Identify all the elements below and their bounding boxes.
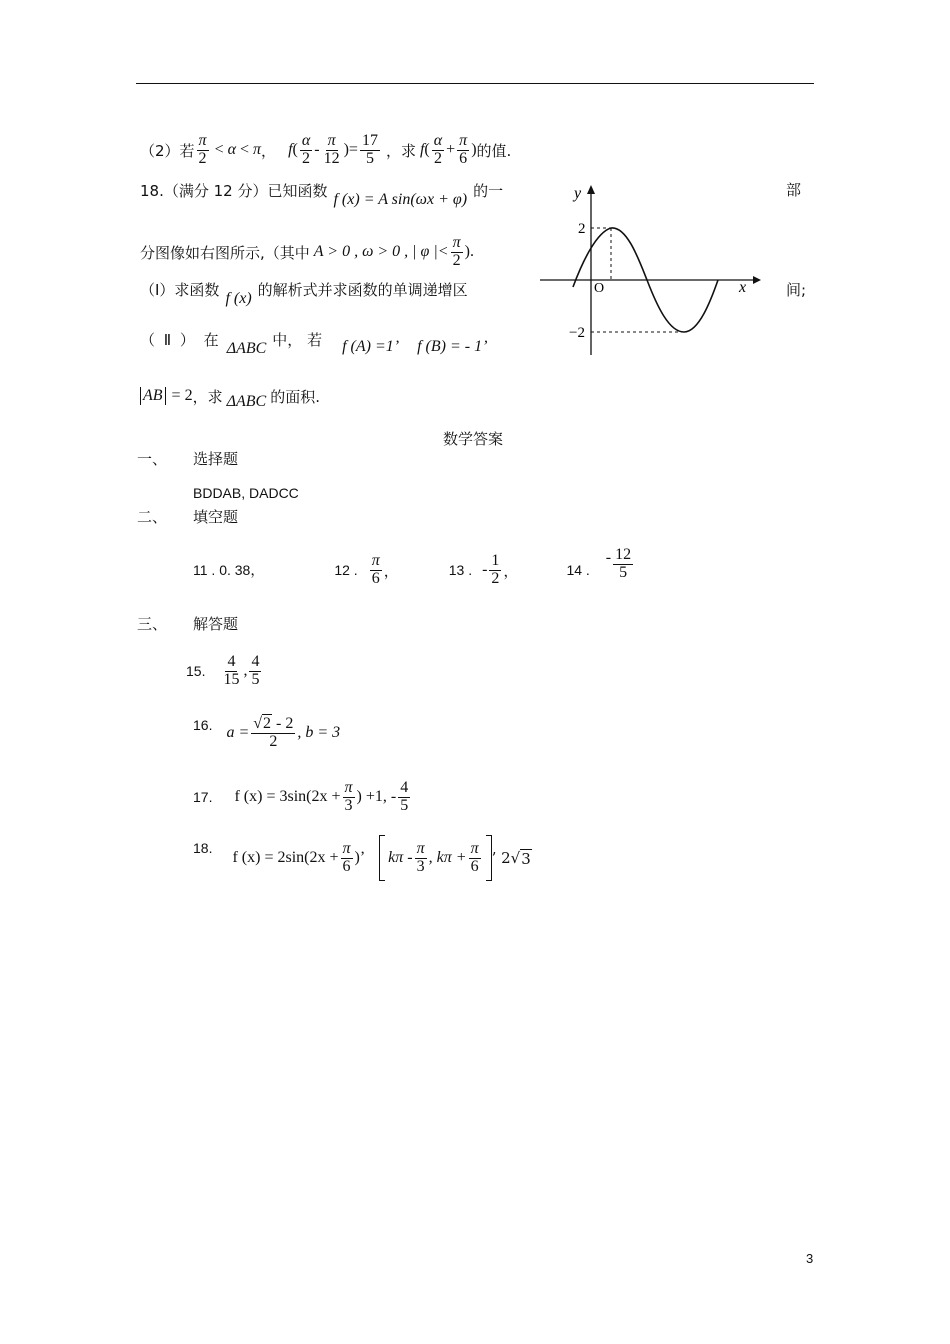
q18-part1-right: 间; <box>786 281 807 299</box>
answer-12-label: 12 . <box>334 562 358 578</box>
q18-part2: （ Ⅱ ） 在 ΔABC 中， 若 f (A) =1’ f (B) = - 1’ <box>140 330 488 357</box>
x-axis-arrow <box>753 276 761 284</box>
q17-part2: （2）若 $\frac{\pi}{2}$ < α < π ， f ( $\frac{\alpha}{2}$ - $\frac{\pi}{12}$ ) = $\frac{17}{5}$ ，求 f ( $\frac{\alpha}{2}$ + $\frac{\pi}{6}$ ) 的值. <box>140 131 512 167</box>
q17-label: （2）若 <box>140 141 195 160</box>
x-label: x <box>739 279 747 296</box>
page-number: 3 <box>806 1251 814 1266</box>
answer-16: 16. a = $\frac{√2 - 2}{2}$ , b = 3 <box>193 714 341 750</box>
q18-line1-right: 部 <box>786 181 802 199</box>
answer-12-frac: $\frac{\pi}{6}$ <box>371 551 380 587</box>
frac-pi-2-cond: $\frac{\pi}{2}$ <box>452 233 461 269</box>
section3-title: 解答题 <box>193 615 239 633</box>
section1-title: 选择题 <box>193 450 239 468</box>
answer-11: 11 . 0. 38， <box>193 562 265 578</box>
sine-graph <box>535 180 765 360</box>
answer-15: 15. $\frac{4}{15}$ , $\frac{4}{5}$ <box>186 652 260 688</box>
frac-pi-6: $\frac{\pi}{6}$ <box>459 131 468 167</box>
section2-num: 二、 <box>137 508 168 526</box>
header-rule <box>136 83 814 84</box>
answer-16-frac: $\frac{√2 - 2}{2}$ <box>253 714 294 750</box>
q18-line2: 分图像如右图所示,（其中 A > 0 , ω > 0 , | φ |< $\frac{\pi}{2}$ ). <box>140 233 474 269</box>
answer-13-label: 13 . <box>448 562 473 578</box>
answers-title: 数学答案 <box>443 430 504 448</box>
answer-14-frac: $\frac{12}{5}$ <box>615 545 632 581</box>
section1-num: 一、 <box>137 450 168 468</box>
tick-neg2: −2 <box>569 325 585 341</box>
answer-14-label: 14 . <box>566 562 590 578</box>
frac-17-5: $\frac{17}{5}$ <box>361 131 378 167</box>
section3-num: 三、 <box>137 615 168 633</box>
frac-alpha-2b: $\frac{\alpha}{2}$ <box>433 131 443 167</box>
section2-title: 填空题 <box>193 508 239 526</box>
answer-17: 17. f (x) = 3sin(2x + $\frac{\pi}{3}$ ) +1, - $\frac{4}{5}$ <box>193 778 409 814</box>
frac-alpha-2: $\frac{\alpha}{2}$ <box>301 131 311 167</box>
origin-label: O <box>594 281 605 296</box>
section1-content: BDDAB, DADCC <box>193 485 299 501</box>
answer-13-frac: $\frac{1}{2}$ <box>491 551 500 587</box>
fill-answers: 11 . 0. 38， 12 . $\frac{\pi}{6}$ ， 13 . - $\frac{1}{2}$ ， 14 . - $\frac{12}{5}$ <box>193 545 632 587</box>
y-axis-arrow <box>587 185 595 194</box>
frac-pi-12: $\frac{\pi}{12}$ <box>323 131 340 167</box>
tick-2: 2 <box>578 221 586 237</box>
y-label: y <box>574 185 582 202</box>
q18-formula: f (x) = A sin(ωx + φ) <box>333 191 468 208</box>
answer-18: 18. f (x) = 2sin(2x + $\frac{\pi}{6}$ )’ kπ - $\frac{\pi}{3}$ , kπ + $\frac{\pi}{6}$ ’ 2 √ 3 <box>193 832 532 884</box>
q18-part1: （Ⅰ）求函数 f (x) 的解析式并求函数的单调递增区 <box>140 280 468 307</box>
q18-line1: 18.（满分 12 分）已知函数 f (x) = A sin(ωx + φ) 的一 <box>140 181 504 208</box>
frac-pi-2: $\frac{\pi}{2}$ <box>198 131 207 167</box>
q18-part2-line2: AB = 2 ，求 ΔABC 的面积. <box>138 382 320 410</box>
